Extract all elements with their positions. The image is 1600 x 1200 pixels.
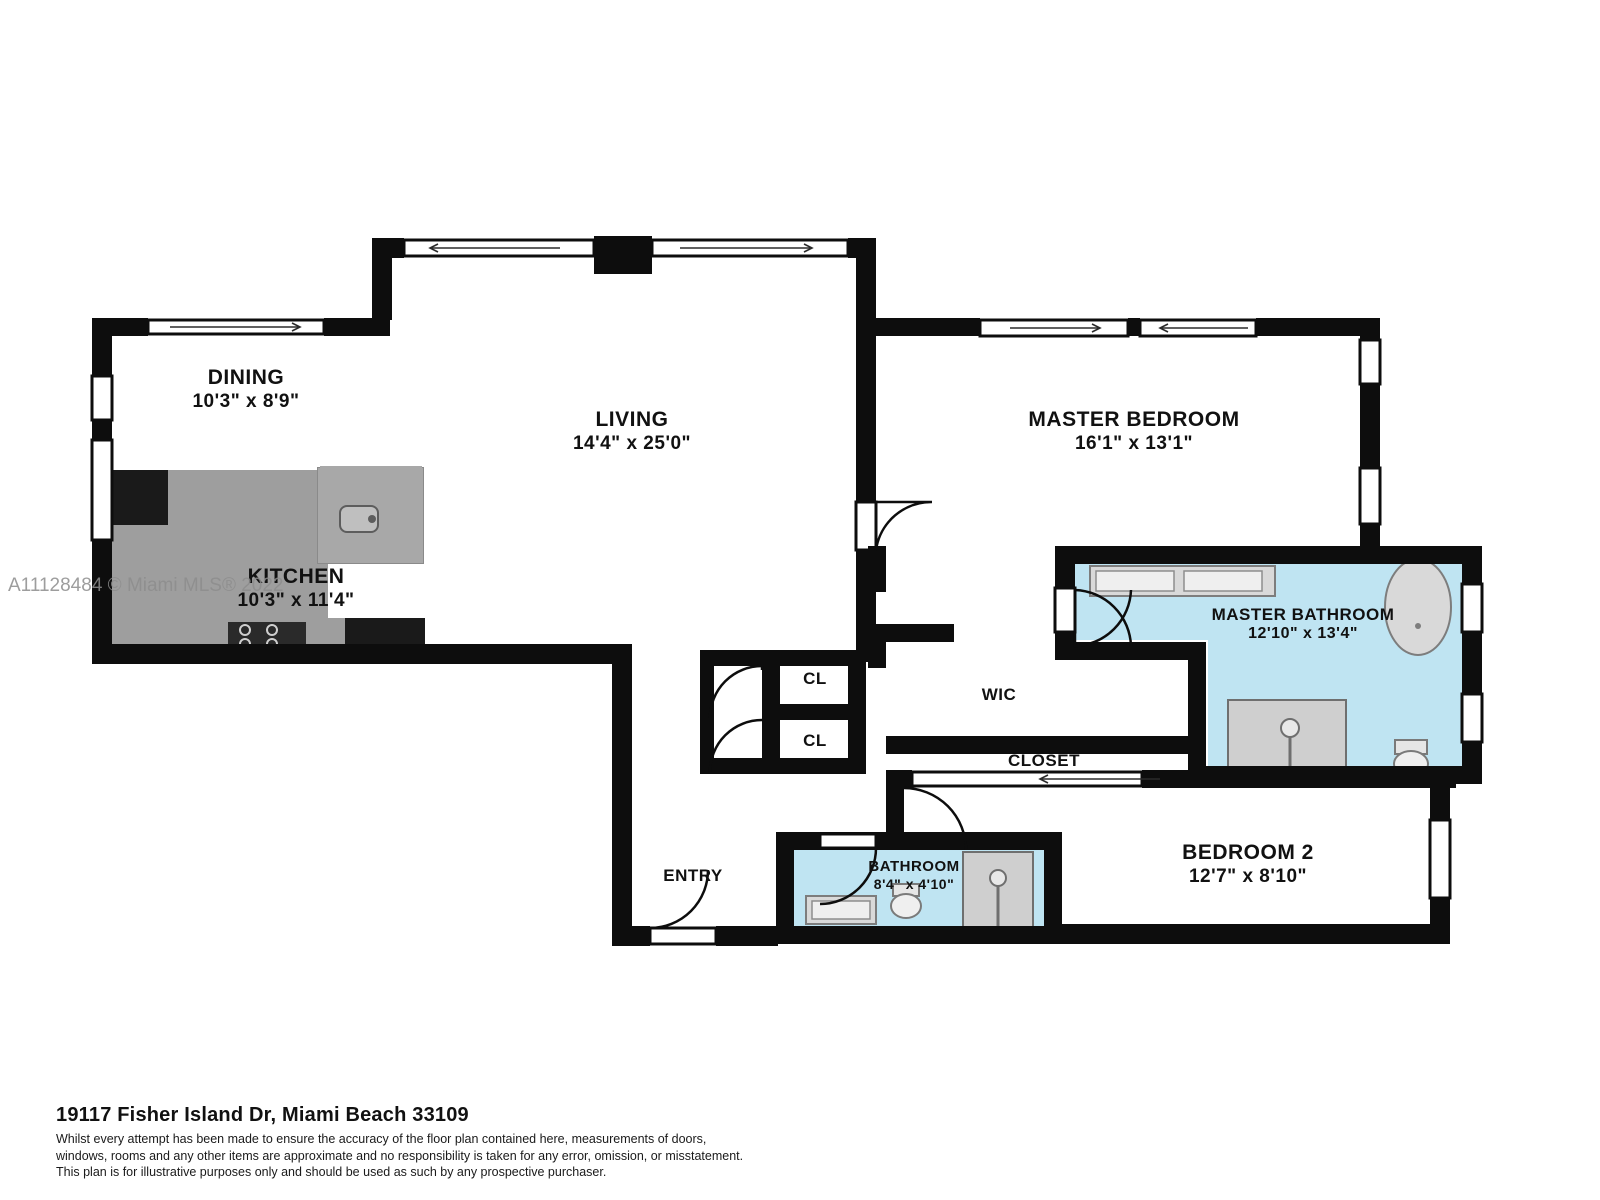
room-dims: 10'3" x 8'9" (192, 390, 300, 412)
kitchen-fixtures (110, 466, 425, 656)
room-dims: 14'4" x 25'0" (572, 432, 692, 454)
room-dims: 10'3" x 11'4" (237, 589, 355, 611)
room-dims: 16'1" x 13'1" (1074, 432, 1194, 454)
area-name: CLOSET (1008, 751, 1080, 770)
room-name: BEDROOM 2 (1182, 841, 1314, 864)
room-name: KITCHEN (247, 565, 345, 588)
area-name: ENTRY (663, 866, 723, 885)
property-address: 19117 Fisher Island Dr, Miami Beach 33109 (56, 1104, 469, 1126)
area-name: CL (803, 731, 827, 750)
room-dims: 12'7" x 8'10" (1188, 865, 1308, 887)
room-name: MASTER BEDROOM (1028, 408, 1240, 431)
area-name: CL (803, 669, 827, 688)
mls-watermark: A11128484 © Miami MLS® 2022 (8, 575, 284, 596)
room-dims: 8'4" x 4'10" (873, 875, 955, 892)
footer (56, 1104, 1156, 1181)
room-name: MASTER BATHROOM (1211, 605, 1395, 624)
disclaimer-line-1: Whilst every attempt has been made to ensure the accuracy of the floor plan contained here, measurements of doors, (56, 1132, 707, 1146)
room-name: DINING (207, 366, 285, 389)
disclaimer-line-2: windows, rooms and any other items are approximate and no responsibility is taken for any error, omission, or misstatement. (56, 1148, 744, 1163)
disclaimer-line-3: This plan is for illustrative purposes only and should be used as such by any prospective purchaser. (56, 1165, 607, 1179)
area-name: WIC (981, 685, 1017, 704)
room-dims: 12'10" x 13'4" (1248, 625, 1358, 643)
room-name: BATHROOM (868, 858, 960, 875)
room-name: LIVING (595, 408, 669, 431)
